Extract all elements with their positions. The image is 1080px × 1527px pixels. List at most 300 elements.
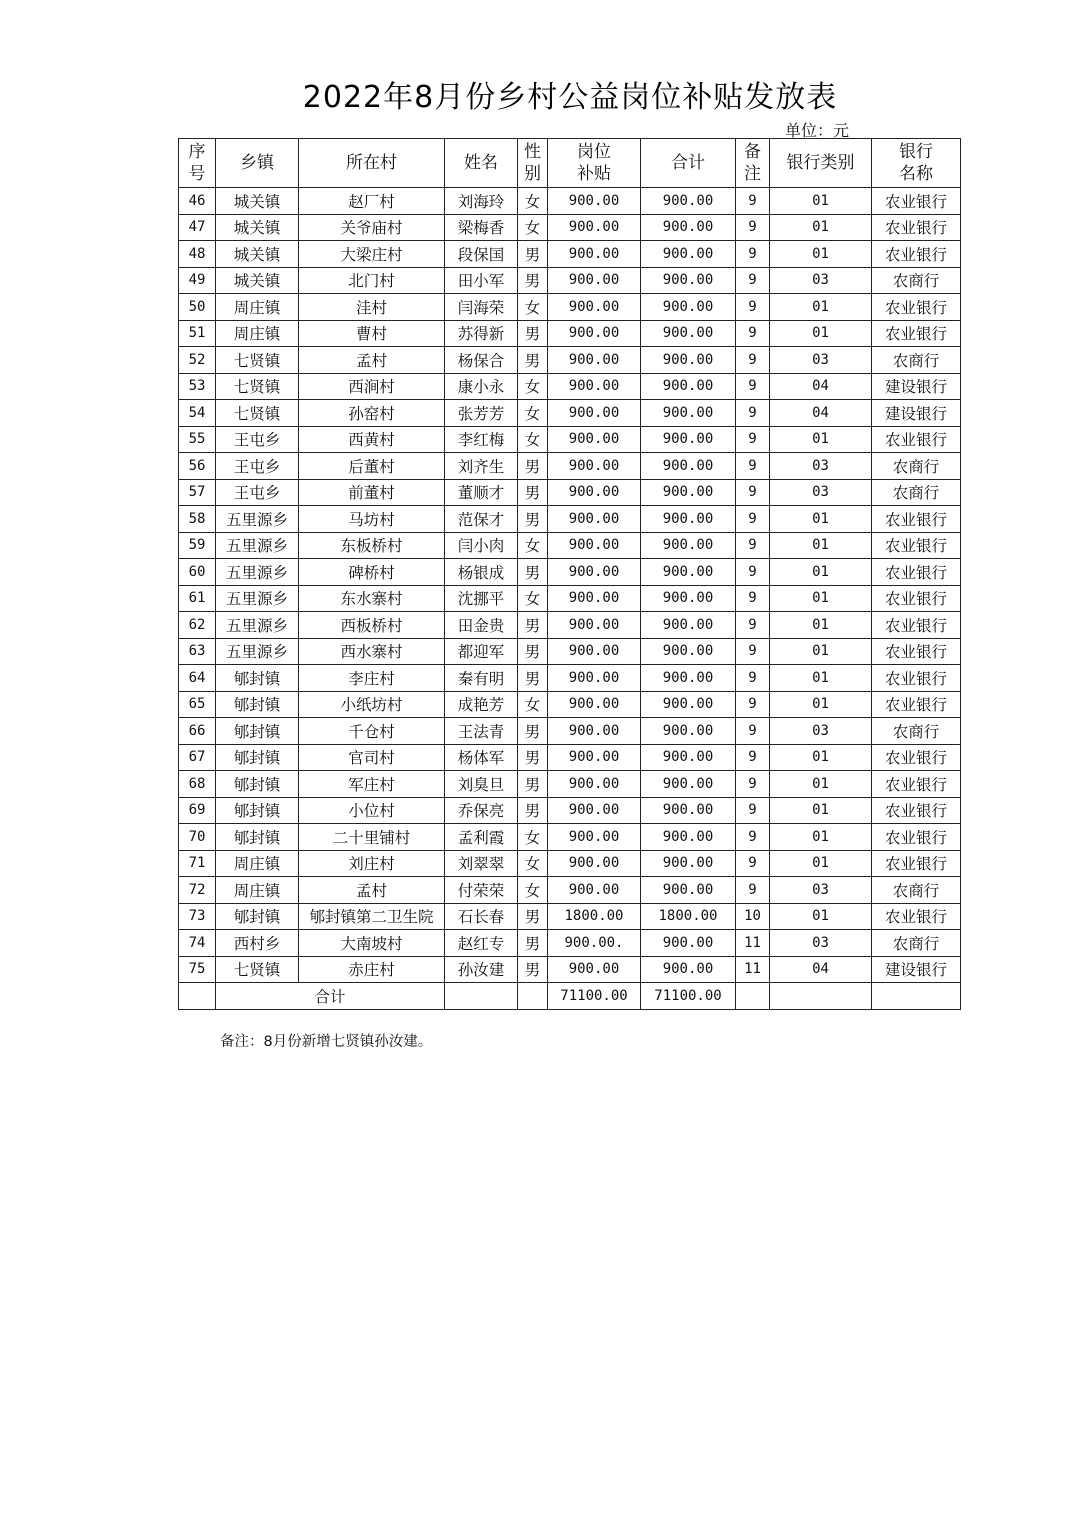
cell-bank-type: 01 [770,824,872,851]
cell-subsidy: 900.00 [548,267,641,294]
cell-seq: 66 [179,718,216,745]
cell-village: 关爷庙村 [299,214,445,241]
cell-subsidy: 900.00 [548,506,641,533]
cell-remark: 9 [736,188,770,215]
cell-village: 军庄村 [299,771,445,798]
cell-name: 都迎军 [445,638,518,665]
cell-seq: 75 [179,956,216,983]
cell-village: 赤庄村 [299,956,445,983]
cell-gender: 女 [518,532,548,559]
cell-town: 郇封镇 [216,744,299,771]
cell-gender: 男 [518,638,548,665]
cell-name: 石长春 [445,903,518,930]
cell-gender: 男 [518,797,548,824]
cell-name: 成艳芳 [445,691,518,718]
cell-bank-type: 01 [770,294,872,321]
cell-name: 范保才 [445,506,518,533]
table-row [179,400,961,427]
table-row [179,320,961,347]
cell-subsidy: 900.00 [548,771,641,798]
cell-total: 900.00 [641,532,736,559]
cell-subsidy: 900.00 [548,612,641,639]
cell-seq: 54 [179,400,216,427]
cell-total: 900.00 [641,188,736,215]
cell-bank-name: 农业银行 [872,532,961,559]
header-name: 姓名 [445,139,518,188]
cell-seq: 48 [179,241,216,268]
cell-gender: 女 [518,877,548,904]
cell-town: 五里源乡 [216,612,299,639]
cell-seq: 68 [179,771,216,798]
cell-remark: 9 [736,347,770,374]
cell-remark: 9 [736,214,770,241]
cell-seq: 71 [179,850,216,877]
cell-name: 王法青 [445,718,518,745]
cell-bank-type: 03 [770,267,872,294]
cell-village: 李庄村 [299,665,445,692]
cell-gender: 女 [518,214,548,241]
cell-bank-name: 农业银行 [872,771,961,798]
cell-subsidy: 900.00. [548,930,641,957]
cell-bank-type: 01 [770,188,872,215]
cell-village: 大梁庄村 [299,241,445,268]
cell-bank-type: 03 [770,718,872,745]
cell-town: 郇封镇 [216,903,299,930]
cell-bank-name: 农业银行 [872,797,961,824]
cell-gender: 男 [518,506,548,533]
table-row [179,506,961,533]
cell-subsidy: 900.00 [548,188,641,215]
cell-remark: 9 [736,612,770,639]
cell-total: 900.00 [641,294,736,321]
cell-subsidy: 900.00 [548,347,641,374]
cell-subsidy: 900.00 [548,665,641,692]
table-row [179,453,961,480]
cell-bank-name: 农商行 [872,877,961,904]
cell-town: 西村乡 [216,930,299,957]
cell-village: 孟村 [299,877,445,904]
cell-subsidy: 900.00 [548,373,641,400]
cell-gender: 女 [518,850,548,877]
cell-town: 七贤镇 [216,956,299,983]
cell-subsidy: 900.00 [548,479,641,506]
cell-total: 900.00 [641,320,736,347]
cell-bank-type: 03 [770,930,872,957]
cell-seq: 53 [179,373,216,400]
header-town: 乡镇 [216,139,299,188]
table-row [179,214,961,241]
cell-name: 沈挪平 [445,585,518,612]
cell-subsidy: 900.00 [548,585,641,612]
cell-bank-name: 建设银行 [872,956,961,983]
cell-village: 西黄村 [299,426,445,453]
cell-gender: 女 [518,426,548,453]
cell-gender: 男 [518,479,548,506]
cell-gender: 男 [518,347,548,374]
cell-name: 张芳芳 [445,400,518,427]
cell-remark: 9 [736,400,770,427]
cell-bank-type: 01 [770,771,872,798]
cell-name: 刘海玲 [445,188,518,215]
cell-subsidy: 900.00 [548,241,641,268]
cell-name: 董顺才 [445,479,518,506]
total-label: 合计 [216,983,445,1010]
cell-village: 小位村 [299,797,445,824]
cell-total: 900.00 [641,744,736,771]
cell-remark: 9 [736,267,770,294]
cell-name: 乔保亮 [445,797,518,824]
cell-seq: 74 [179,930,216,957]
table-row [179,744,961,771]
cell-bank-name: 农业银行 [872,612,961,639]
cell-village: 大南坡村 [299,930,445,957]
cell-bank-type: 04 [770,373,872,400]
cell-gender: 女 [518,188,548,215]
cell-town: 周庄镇 [216,294,299,321]
cell-name: 闫海荣 [445,294,518,321]
cell-name: 刘臭旦 [445,771,518,798]
cell-total: 900.00 [641,877,736,904]
cell-remark: 9 [736,320,770,347]
cell-gender: 男 [518,903,548,930]
cell-village: 孟村 [299,347,445,374]
cell-seq: 61 [179,585,216,612]
header-village: 所在村 [299,139,445,188]
cell-subsidy: 900.00 [548,850,641,877]
cell-seq: 59 [179,532,216,559]
cell-remark: 9 [736,559,770,586]
table-row [179,532,961,559]
cell-seq: 58 [179,506,216,533]
cell-village: 曹村 [299,320,445,347]
cell-remark: 9 [736,479,770,506]
cell-name: 田小军 [445,267,518,294]
cell-name: 秦有明 [445,665,518,692]
table-row [179,824,961,851]
cell-bank-type: 04 [770,956,872,983]
cell-seq: 47 [179,214,216,241]
cell-bank-type: 01 [770,744,872,771]
cell-seq: 62 [179,612,216,639]
cell-total: 900.00 [641,718,736,745]
cell-remark: 9 [736,744,770,771]
cell-name: 闫小肉 [445,532,518,559]
cell-bank-type: 04 [770,400,872,427]
cell-village: 赵厂村 [299,188,445,215]
cell-bank-name: 农业银行 [872,665,961,692]
table-row [179,559,961,586]
cell-bank-type: 01 [770,559,872,586]
cell-bank-type: 01 [770,426,872,453]
cell-village: 洼村 [299,294,445,321]
cell-town: 城关镇 [216,267,299,294]
cell-bank-name: 农业银行 [872,744,961,771]
table-row [179,479,961,506]
total-gender-cell [518,983,548,1010]
cell-total: 1800.00 [641,903,736,930]
cell-town: 王屯乡 [216,479,299,506]
total-row [179,983,961,1010]
cell-seq: 70 [179,824,216,851]
table-row [179,665,961,692]
cell-town: 七贤镇 [216,400,299,427]
cell-name: 田金贵 [445,612,518,639]
cell-total: 900.00 [641,638,736,665]
cell-remark: 9 [736,638,770,665]
cell-village: 后董村 [299,453,445,480]
cell-town: 郇封镇 [216,665,299,692]
cell-bank-name: 农商行 [872,479,961,506]
cell-total: 900.00 [641,665,736,692]
cell-total: 900.00 [641,241,736,268]
cell-town: 王屯乡 [216,453,299,480]
cell-subsidy: 900.00 [548,956,641,983]
cell-name: 段保国 [445,241,518,268]
header-bank-type: 银行类别 [770,139,872,188]
cell-bank-name: 建设银行 [872,373,961,400]
cell-total: 900.00 [641,585,736,612]
cell-village: 西板桥村 [299,612,445,639]
table-row [179,956,961,983]
total-remark-cell [736,983,770,1010]
table-row [179,241,961,268]
cell-bank-name: 农业银行 [872,585,961,612]
cell-village: 前董村 [299,479,445,506]
cell-name: 孟利霞 [445,824,518,851]
table-row [179,638,961,665]
cell-seq: 46 [179,188,216,215]
cell-seq: 65 [179,691,216,718]
cell-subsidy: 900.00 [548,877,641,904]
cell-subsidy: 900.00 [548,718,641,745]
cell-remark: 11 [736,930,770,957]
cell-gender: 女 [518,691,548,718]
cell-subsidy: 900.00 [548,400,641,427]
cell-remark: 9 [736,691,770,718]
cell-remark: 9 [736,771,770,798]
cell-town: 郇封镇 [216,718,299,745]
cell-village: 碑桥村 [299,559,445,586]
cell-total: 900.00 [641,214,736,241]
cell-village: 北门村 [299,267,445,294]
cell-remark: 9 [736,294,770,321]
cell-remark: 9 [736,532,770,559]
cell-total: 900.00 [641,267,736,294]
cell-bank-name: 农业银行 [872,824,961,851]
cell-gender: 男 [518,612,548,639]
table-row [179,930,961,957]
cell-bank-name: 农商行 [872,453,961,480]
cell-gender: 男 [518,267,548,294]
cell-name: 李红梅 [445,426,518,453]
table-header-row [179,139,961,188]
cell-subsidy: 900.00 [548,320,641,347]
cell-remark: 9 [736,241,770,268]
cell-bank-name: 农业银行 [872,850,961,877]
cell-bank-type: 01 [770,612,872,639]
cell-total: 900.00 [641,771,736,798]
cell-subsidy: 900.00 [548,426,641,453]
cell-name: 刘翠翠 [445,850,518,877]
cell-town: 周庄镇 [216,320,299,347]
cell-gender: 女 [518,400,548,427]
cell-town: 五里源乡 [216,506,299,533]
cell-gender: 女 [518,373,548,400]
table-row [179,612,961,639]
header-seq: 序 号 [179,139,216,188]
cell-bank-type: 01 [770,532,872,559]
table-row [179,294,961,321]
cell-gender: 女 [518,824,548,851]
table-body [179,188,961,983]
cell-bank-type: 01 [770,214,872,241]
cell-bank-name: 农商行 [872,267,961,294]
total-amount: 71100.00 [641,983,736,1010]
cell-name: 苏得新 [445,320,518,347]
cell-bank-name: 农商行 [872,347,961,374]
cell-remark: 9 [736,426,770,453]
cell-bank-type: 01 [770,506,872,533]
cell-total: 900.00 [641,426,736,453]
cell-village: 西涧村 [299,373,445,400]
cell-gender: 男 [518,665,548,692]
cell-total: 900.00 [641,400,736,427]
cell-gender: 男 [518,956,548,983]
cell-town: 城关镇 [216,241,299,268]
cell-total: 900.00 [641,479,736,506]
cell-seq: 60 [179,559,216,586]
cell-subsidy: 900.00 [548,532,641,559]
cell-bank-name: 农业银行 [872,188,961,215]
cell-seq: 49 [179,267,216,294]
cell-town: 王屯乡 [216,426,299,453]
cell-bank-name: 农商行 [872,718,961,745]
cell-village: 官司村 [299,744,445,771]
cell-bank-type: 03 [770,347,872,374]
cell-town: 周庄镇 [216,877,299,904]
header-total: 合计 [641,139,736,188]
total-name-cell [445,983,518,1010]
cell-village: 东板桥村 [299,532,445,559]
cell-total: 900.00 [641,559,736,586]
cell-remark: 9 [736,718,770,745]
total-subsidy: 71100.00 [548,983,641,1010]
cell-bank-type: 03 [770,877,872,904]
cell-bank-type: 01 [770,903,872,930]
cell-seq: 55 [179,426,216,453]
table-row [179,347,961,374]
total-bank-name-cell [872,983,961,1010]
cell-bank-type: 03 [770,453,872,480]
cell-subsidy: 900.00 [548,824,641,851]
subsidy-table [178,138,961,1010]
cell-gender: 女 [518,585,548,612]
cell-remark: 10 [736,903,770,930]
header-subsidy: 岗位 补贴 [548,139,641,188]
cell-town: 五里源乡 [216,585,299,612]
table-row [179,903,961,930]
cell-gender: 男 [518,320,548,347]
cell-name: 付荣荣 [445,877,518,904]
cell-gender: 男 [518,241,548,268]
cell-bank-name: 农业银行 [872,506,961,533]
cell-seq: 67 [179,744,216,771]
table-row [179,267,961,294]
cell-village: 东水寨村 [299,585,445,612]
cell-total: 900.00 [641,453,736,480]
cell-name: 梁梅香 [445,214,518,241]
cell-remark: 9 [736,373,770,400]
cell-gender: 男 [518,744,548,771]
cell-subsidy: 900.00 [548,744,641,771]
cell-village: 二十里铺村 [299,824,445,851]
document-title: 2022年8月份乡村公益岗位补贴发放表 [302,80,838,115]
cell-town: 郇封镇 [216,797,299,824]
header-remark: 备 注 [736,139,770,188]
cell-total: 900.00 [641,612,736,639]
cell-bank-name: 农业银行 [872,903,961,930]
cell-bank-type: 01 [770,638,872,665]
header-gender: 性 别 [518,139,548,188]
cell-total: 900.00 [641,956,736,983]
table-row [179,797,961,824]
cell-remark: 9 [736,585,770,612]
cell-town: 五里源乡 [216,532,299,559]
cell-gender: 男 [518,559,548,586]
cell-total: 900.00 [641,506,736,533]
unit-label: 单位：元 [785,121,850,140]
cell-gender: 女 [518,294,548,321]
cell-gender: 男 [518,771,548,798]
cell-bank-type: 01 [770,797,872,824]
cell-bank-name: 农商行 [872,930,961,957]
total-seq-cell [179,983,216,1010]
cell-town: 城关镇 [216,214,299,241]
table-row [179,585,961,612]
cell-subsidy: 900.00 [548,294,641,321]
cell-seq: 72 [179,877,216,904]
footnote: 备注：8月份新增七贤镇孙汝建。 [220,1034,433,1050]
cell-town: 郇封镇 [216,824,299,851]
cell-name: 康小永 [445,373,518,400]
cell-bank-name: 农业银行 [872,320,961,347]
cell-remark: 9 [736,453,770,480]
cell-town: 城关镇 [216,188,299,215]
cell-village: 郇封镇第二卫生院 [299,903,445,930]
cell-seq: 56 [179,453,216,480]
cell-bank-type: 01 [770,241,872,268]
cell-bank-type: 01 [770,665,872,692]
cell-total: 900.00 [641,373,736,400]
header-bank-name: 银行 名称 [872,139,961,188]
cell-subsidy: 900.00 [548,638,641,665]
cell-remark: 9 [736,797,770,824]
cell-gender: 男 [518,930,548,957]
cell-town: 七贤镇 [216,347,299,374]
cell-seq: 73 [179,903,216,930]
cell-subsidy: 900.00 [548,797,641,824]
cell-bank-name: 农业银行 [872,426,961,453]
cell-gender: 男 [518,718,548,745]
table-row [179,426,961,453]
cell-remark: 9 [736,850,770,877]
cell-bank-name: 农业银行 [872,691,961,718]
cell-village: 西水寨村 [299,638,445,665]
cell-name: 孙汝建 [445,956,518,983]
cell-seq: 63 [179,638,216,665]
cell-remark: 9 [736,506,770,533]
cell-total: 900.00 [641,797,736,824]
